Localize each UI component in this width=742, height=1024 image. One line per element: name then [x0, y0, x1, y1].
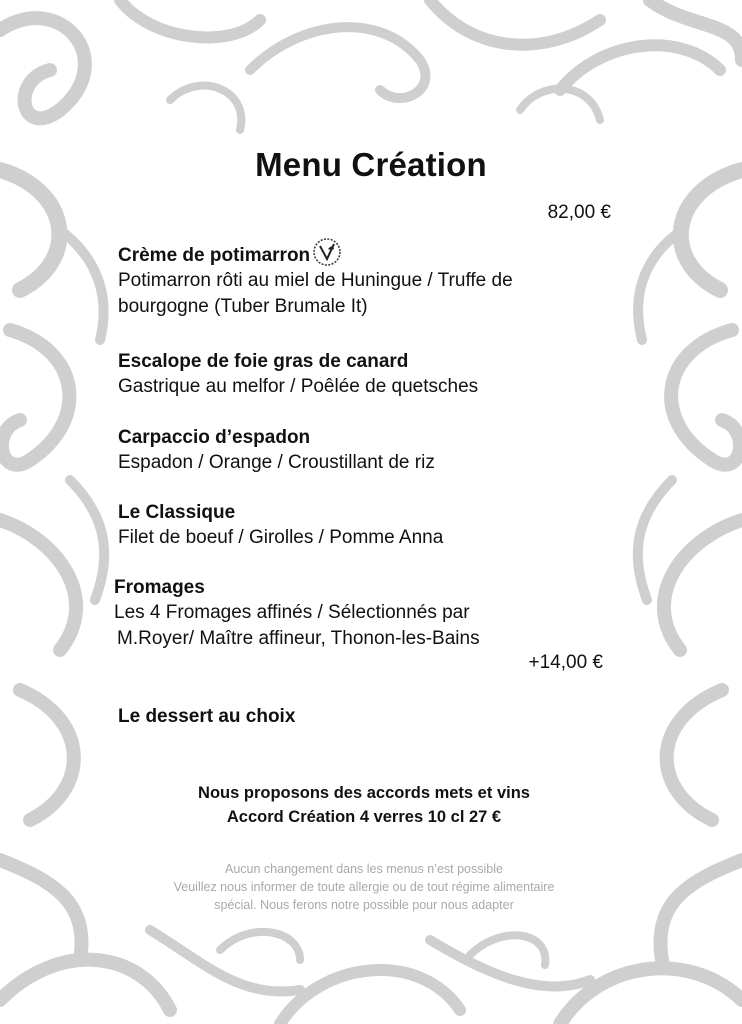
course-item [118, 705, 618, 729]
course-item [118, 501, 618, 551]
course-name: Crème de potimarron [118, 245, 311, 266]
course-description: Potimarron rôti au miel de Huningue / Truffe de [118, 270, 513, 291]
course-description: M.Royer/ Maître affineur, Thonon-les-Bains [117, 628, 480, 649]
wine-pairing-line: Accord Création 4 verres 10 cl 27 € [226, 808, 502, 826]
course-item [114, 576, 614, 652]
course-name: Fromages [114, 577, 205, 598]
course-description: Filet de boeuf / Girolles / Pomme Anna [118, 527, 444, 548]
wine-pairing-info [0, 781, 728, 829]
course-description: Gastrique au melfor / Poêlée de quetsches [118, 376, 479, 397]
course-name: Carpaccio d’espadon [118, 427, 311, 448]
course-name: Escalope de foie gras de canard [118, 351, 409, 372]
course-name: Le Classique [118, 502, 236, 523]
menu-price: 82,00 € [547, 202, 611, 223]
course-description: bourgogne (Tuber Brumale It) [118, 296, 368, 317]
notice-line: Veuillez nous informer de toute allergie ou de tout régime alimentaire [173, 880, 555, 894]
course-item [118, 426, 618, 476]
notice-line: Aucun changement dans les menus n’est possible [225, 862, 503, 876]
course-supplement-price: +14,00 € [528, 652, 603, 673]
course-description: Les 4 Fromages affinés / Sélectionnés par [114, 602, 470, 623]
wine-pairing-line: Nous proposons des accords mets et vins [198, 784, 530, 802]
notice-line: spécial. Nous ferons notre possible pour nous adapter [214, 898, 514, 912]
course-item [118, 244, 618, 320]
allergy-notice [0, 860, 728, 914]
vegetarian-leaf-icon [312, 237, 342, 267]
course-item [118, 350, 618, 400]
course-name: Le dessert au choix [118, 706, 296, 727]
course-description: Espadon / Orange / Croustillant de riz [118, 452, 435, 473]
menu-title: Menu Création [255, 146, 487, 183]
